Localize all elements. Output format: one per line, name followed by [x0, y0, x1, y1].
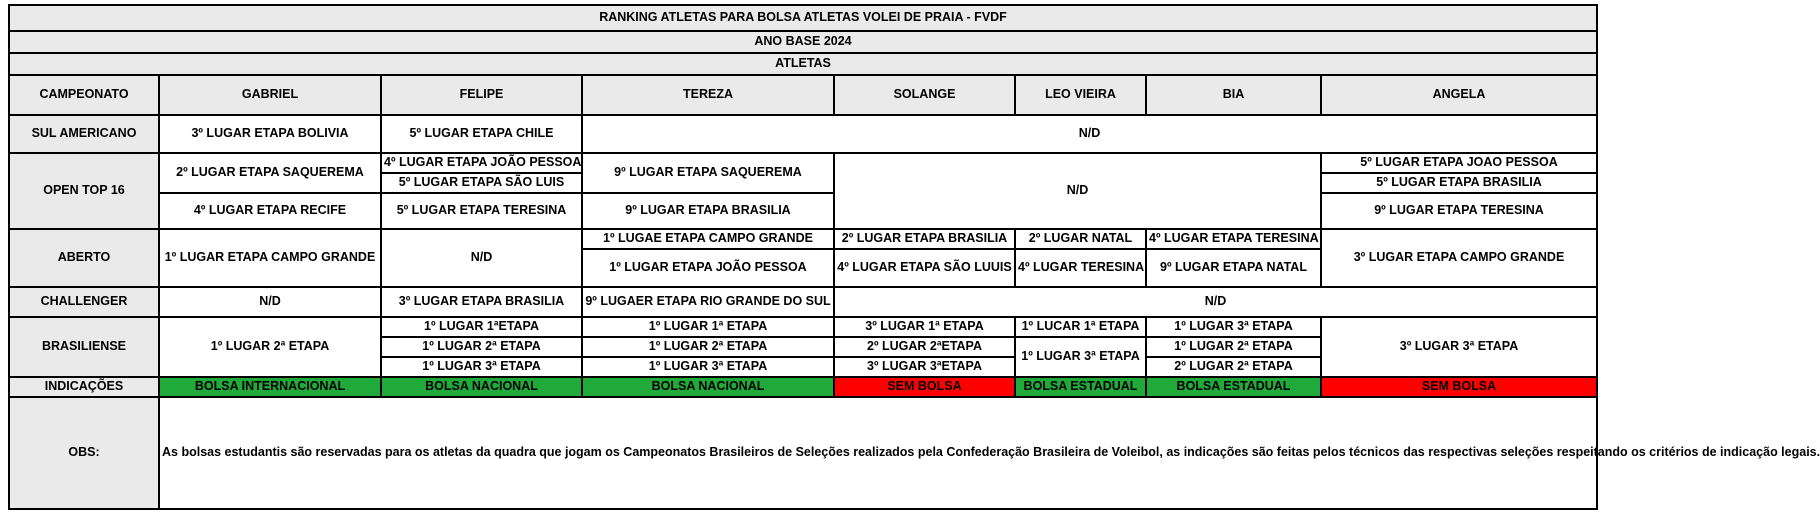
cell-bras-solange-3[interactable]: 3º LUGAR 3ªETAPA	[834, 357, 1015, 377]
cell-bras-felipe-2[interactable]: 1º LUGAR 2ª ETAPA	[381, 337, 582, 357]
cell-bras-angela[interactable]: 3º LUGAR 3ª ETAPA	[1321, 317, 1597, 377]
cell-bras-bia-2[interactable]: 1º LUGAR 2ª ETAPA	[1146, 337, 1321, 357]
cell-bras-tereza-1[interactable]: 1º LUGAR 1ª ETAPA	[582, 317, 834, 337]
cell-open-angela-1[interactable]: 5º LUGAR ETAPA JOAO PESSOA	[1321, 153, 1597, 173]
sheet-title[interactable]: RANKING ATLETAS PARA BOLSA ATLETAS VOLEI DE PRAIA - FVDF	[9, 5, 1597, 31]
cell-aberto-bia-1[interactable]: 4º LUGAR ETAPA TERESINA	[1146, 229, 1321, 249]
cell-aberto-bia-2[interactable]: 9º LUGAR ETAPA NATAL	[1146, 249, 1321, 287]
col-header-gabriel[interactable]: GABRIEL	[159, 75, 381, 115]
cell-challenger-felipe[interactable]: 3º LUGAR ETAPA BRASILIA	[381, 287, 582, 317]
cell-aberto-solange-2[interactable]: 4º LUGAR ETAPA SÃO LUUIS	[834, 249, 1015, 287]
athletes-header[interactable]: ATLETAS	[9, 53, 1597, 75]
obs-label[interactable]: OBS:	[9, 397, 159, 509]
cell-sul-gabriel[interactable]: 3º LUGAR ETAPA BOLIVIA	[159, 115, 381, 153]
col-header-tereza[interactable]: TEREZA	[582, 75, 834, 115]
indicacao-angela-badge[interactable]: SEM BOLSA	[1321, 377, 1597, 397]
row-label-brasiliense[interactable]: BRASILIENSE	[9, 317, 159, 377]
row-label-indicacoes[interactable]: INDICAÇÕES	[9, 377, 159, 397]
cell-open-felipe-1[interactable]: 4º LUGAR ETAPA JOÃO PESSOA	[381, 153, 582, 173]
cell-open-gabriel-2[interactable]: 4º LUGAR ETAPA RECIFE	[159, 193, 381, 229]
cell-bras-leo-1[interactable]: 1º LUCAR 1ª ETAPA	[1015, 317, 1146, 337]
cell-bras-tereza-3[interactable]: 1º LUGAR 3ª ETAPA	[582, 357, 834, 377]
indicacao-felipe-badge[interactable]: BOLSA NACIONAL	[381, 377, 582, 397]
cell-aberto-solange-1[interactable]: 2º LUGAR ETAPA BRASILIA	[834, 229, 1015, 249]
cell-bras-bia-3[interactable]: 2º LUGAR 2ª ETAPA	[1146, 357, 1321, 377]
cell-bras-felipe-3[interactable]: 1º LUGAR 3ª ETAPA	[381, 357, 582, 377]
indicacao-bia-badge[interactable]: BOLSA ESTADUAL	[1146, 377, 1321, 397]
col-header-leo-vieira[interactable]: LEO VIEIRA	[1015, 75, 1146, 115]
cell-bras-solange-1[interactable]: 3º LUGAR 1ª ETAPA	[834, 317, 1015, 337]
obs-text[interactable]: As bolsas estudantis são reservadas para os atletas da quadra que jogam os Campeonatos Brasileiros de Seleções realizados pela Confederação Brasileira de Voleibol, as indicações são feitas pelos técnicos das respectivas seleções respeitando os critérios de indicação legais.	[159, 397, 1597, 509]
row-challenger	[9, 287, 1597, 317]
row-label-aberto[interactable]: ABERTO	[9, 229, 159, 287]
indicacao-leo-badge[interactable]: BOLSA ESTADUAL	[1015, 377, 1146, 397]
cell-bras-leo-2[interactable]: 1º LUGAR 3ª ETAPA	[1015, 337, 1146, 377]
base-year[interactable]: ANO BASE 2024	[9, 31, 1597, 53]
indicacao-tereza-badge[interactable]: BOLSA NACIONAL	[582, 377, 834, 397]
row-open-1	[9, 153, 1597, 173]
ranking-table	[8, 4, 1820, 510]
cell-sul-felipe[interactable]: 5º LUGAR ETAPA CHILE	[381, 115, 582, 153]
cell-open-felipe-3[interactable]: 5º LUGAR ETAPA TERESINA	[381, 193, 582, 229]
cell-aberto-angela[interactable]: 3º LUGAR ETAPA CAMPO GRANDE	[1321, 229, 1597, 287]
row-label-challenger[interactable]: CHALLENGER	[9, 287, 159, 317]
cell-bras-tereza-2[interactable]: 1º LUGAR 2ª ETAPA	[582, 337, 834, 357]
cell-open-felipe-2[interactable]: 5º LUGAR ETAPA SÃO LUIS	[381, 173, 582, 193]
ranking-sheet	[8, 4, 1820, 510]
cell-bras-bia-1[interactable]: 1º LUGAR 3ª ETAPA	[1146, 317, 1321, 337]
row-label-open-top-16[interactable]: OPEN TOP 16	[9, 153, 159, 229]
cell-aberto-tereza-2[interactable]: 1º LUGAR ETAPA JOÃO PESSOA	[582, 249, 834, 287]
cell-aberto-felipe-nd[interactable]: N/D	[381, 229, 582, 287]
cell-bras-felipe-1[interactable]: 1º LUGAR 1ªETAPA	[381, 317, 582, 337]
cell-challenger-gabriel-nd[interactable]: N/D	[159, 287, 381, 317]
cell-bras-solange-2[interactable]: 2º LUGAR 2ªETAPA	[834, 337, 1015, 357]
cell-open-angela-3[interactable]: 9º LUGAR ETAPA TERESINA	[1321, 193, 1597, 229]
cell-aberto-tereza-1[interactable]: 1º LUGAE ETAPA CAMPO GRANDE	[582, 229, 834, 249]
cell-open-tereza-1[interactable]: 9º LUGAR ETAPA SAQUEREMA	[582, 153, 834, 193]
row-indicacoes	[9, 377, 1597, 397]
row-brasiliense-1	[9, 317, 1597, 337]
cell-aberto-leo-2[interactable]: 4º LUGAR TERESINA	[1015, 249, 1146, 287]
col-header-felipe[interactable]: FELIPE	[381, 75, 582, 115]
cell-open-gabriel-1[interactable]: 2º LUGAR ETAPA SAQUEREMA	[159, 153, 381, 193]
cell-open-nd[interactable]: N/D	[834, 153, 1321, 229]
row-label-sul-americano[interactable]: SUL AMERICANO	[9, 115, 159, 153]
row-obs	[9, 397, 1597, 509]
row-aberto-1	[9, 229, 1597, 249]
cell-challenger-tereza[interactable]: 9º LUGAER ETAPA RIO GRANDE DO SUL	[582, 287, 834, 317]
row-open-3	[9, 193, 1597, 229]
row-sul-americano	[9, 115, 1597, 153]
col-header-campeonato[interactable]: CAMPEONATO	[9, 75, 159, 115]
cell-aberto-gabriel[interactable]: 1º LUGAR ETAPA CAMPO GRANDE	[159, 229, 381, 287]
cell-aberto-leo-1[interactable]: 2º LUGAR NATAL	[1015, 229, 1146, 249]
cell-bras-gabriel[interactable]: 1º LUGAR 2ª ETAPA	[159, 317, 381, 377]
col-header-bia[interactable]: BIA	[1146, 75, 1321, 115]
cell-challenger-nd[interactable]: N/D	[834, 287, 1597, 317]
cell-open-angela-2[interactable]: 5º LUGAR ETAPA BRASILIA	[1321, 173, 1597, 193]
cell-sul-nd[interactable]: N/D	[582, 115, 1597, 153]
indicacao-solange-badge[interactable]: SEM BOLSA	[834, 377, 1015, 397]
column-header-row	[9, 75, 1597, 115]
col-header-angela[interactable]: ANGELA	[1321, 75, 1597, 115]
col-header-solange[interactable]: SOLANGE	[834, 75, 1015, 115]
cell-open-tereza-2[interactable]: 9º LUGAR ETAPA BRASILIA	[582, 193, 834, 229]
indicacao-gabriel-badge[interactable]: BOLSA INTERNACIONAL	[159, 377, 381, 397]
